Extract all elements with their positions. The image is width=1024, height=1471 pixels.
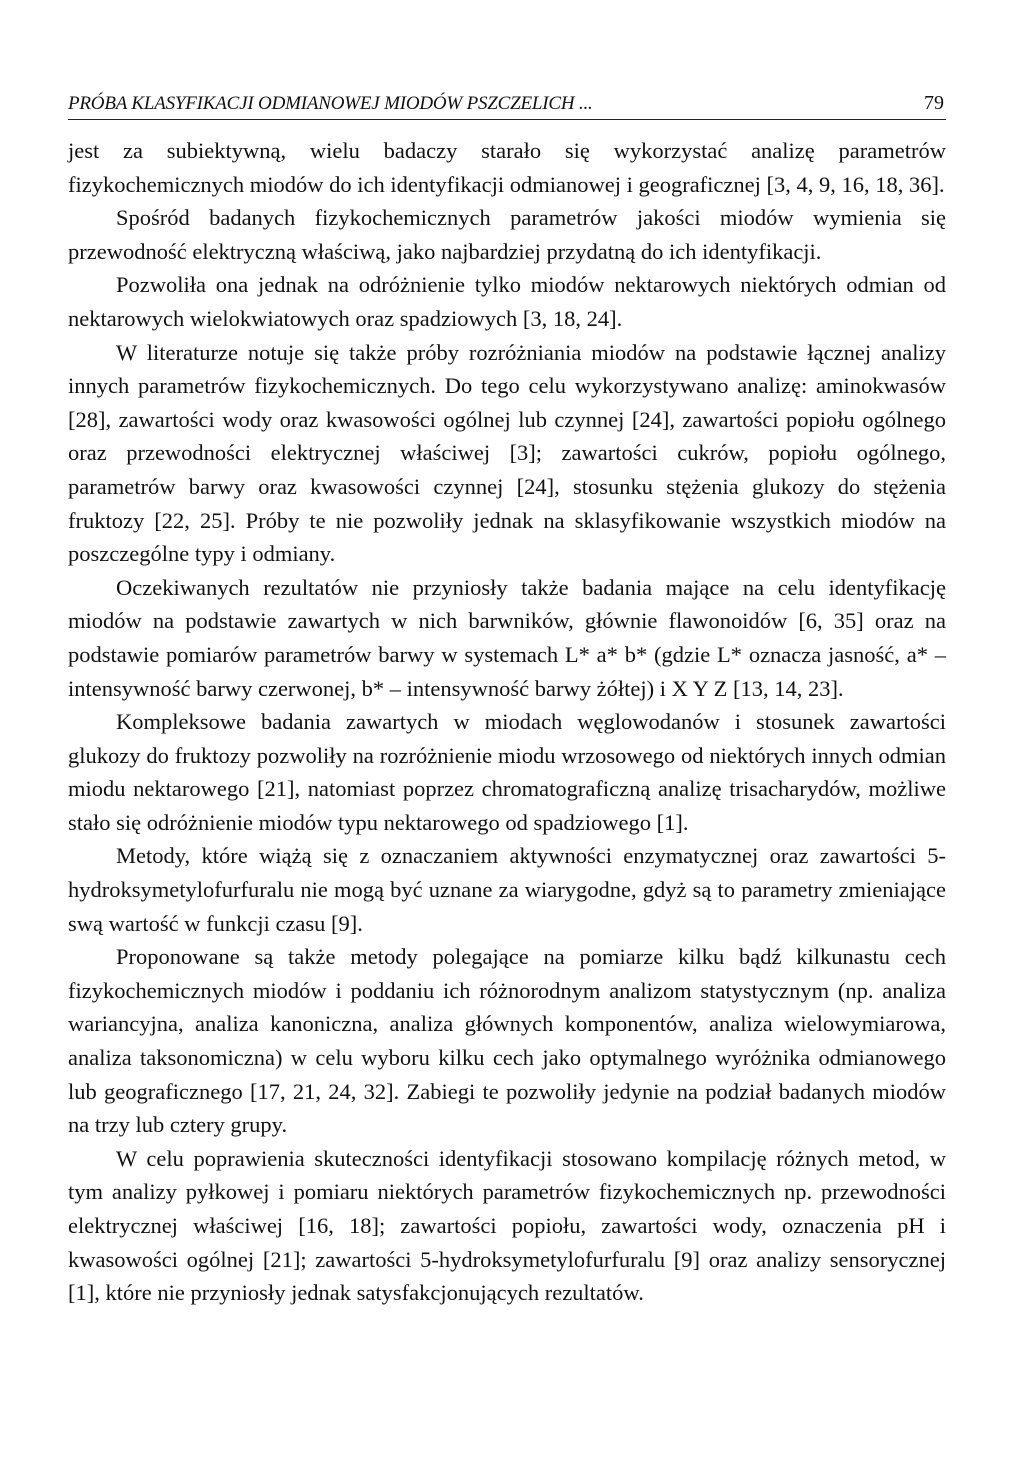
running-header (68, 92, 946, 120)
paragraph: Proponowane są także metody polegające na pomiarze kilku bądź kilkunastu cech fizykochemicznych miodów i poddaniu ich różnorodnym analizom statystycznym (np. analiza wariancyjna, analiza kanoniczna, analiza głównych komponentów, analiza wielowymiarowa, analiza taksonomiczna) w celu wyboru kilku cech jako optymalnego wyróżnika odmianowego lub geograficznego [17, 21, 24, 32]. Zabiegi te pozwoliły jedynie na podział badanych miodów na trzy lub cztery grupy. (68, 944, 946, 1138)
paragraph: Metody, które wiążą się z oznaczaniem aktywności enzymatycznej oraz zawartości 5-hydroksymetylofurfuralu nie mogą być uznane za wiarygodne, gdyż są to parametry zmieniające swą wartość w funkcji czasu [9]. (68, 843, 946, 936)
paragraph: W celu poprawienia skuteczności identyfikacji stosowano kompilację różnych metod, w tym analizy pyłkowej i pomiaru niektórych parametrów fizykochemicznych np. przewodności elektrycznej właściwej [16, 18]; zawartości popiołu, zawartości wody, oznaczenia pH i kwasowości ogólnej [21]; zawartości 5-hydroksymetylofurfuralu [9] oraz analizy sensorycznej [1], które nie przyniosły jednak satysfakcjonujących rezultatów. (68, 1145, 946, 1306)
paragraph: Kompleksowe badania zawartych w miodach węglowodanów i stosunek zawartości glukozy do fruktozy pozwoliły na rozróżnienie miodu wrzosowego od niektórych innych odmian miodu nektarowego [21], natomiast poprzez chromatograficzną analizę trisacharydów, możliwe stało się odróżnienie miodów typu nektarowego od spadziowego [1]. (68, 709, 946, 835)
body-text (68, 134, 946, 1310)
paragraph: Oczekiwanych rezultatów nie przyniosły także badania mające na celu identyfikację miodów na podstawie zawartych w nich barwników, głównie flawonoidów [6, 35] oraz na podstawie pomiarów parametrów barwy w systemach L* a* b* (gdzie L* oznacza jasność, a* – intensywność barwy czerwonej, b* – intensywność barwy żółtej) i X Y Z [13, 14, 23]. (68, 574, 946, 701)
paragraph: Pozwoliła ona jednak na odróżnienie tylko miodów nektarowych niektórych odmian od nektarowych wielokwiatowych oraz spadziowych [3, 18, 24]. (68, 272, 946, 331)
paragraph: Spośród badanych fizykochemicznych parametrów jakości miodów wymienia się przewodność elektryczną właściwą, jako najbardziej przydatną do ich identyfikacji. (68, 205, 946, 264)
page (68, 92, 946, 1310)
paragraph-continuation: jest za subiektywną, wielu badaczy starało się wykorzystać analizę parametrów fizykochemicznych miodów do ich identyfikacji odmianowej i geograficznej [3, 4, 9, 16, 18, 36]. (68, 138, 946, 197)
page-number: 79 (924, 92, 944, 114)
running-title: PRÓBA KLASYFIKACJI ODMIANOWEJ MIODÓW PSZCZELICH ... (68, 93, 593, 114)
paragraph: W literaturze notuje się także próby rozróżniania miodów na podstawie łącznej analizy innych parametrów fizykochemicznych. Do tego celu wykorzystywano analizę: aminokwasów [28], zawartości wody oraz kwasowości ogólnej lub czynnej [24], zawartości popiołu ogólnego oraz przewodności elektrycznej właściwej [3]; zawartości cukrów, popiołu ogólnego, parametrów barwy oraz kwasowości czynnej [24], stosunku stężenia glukozy do stężenia fruktozy [22, 25]. Próby te nie pozwoliły jednak na sklasyfikowanie wszystkich miodów na poszczególne typy i odmiany. (68, 339, 946, 567)
